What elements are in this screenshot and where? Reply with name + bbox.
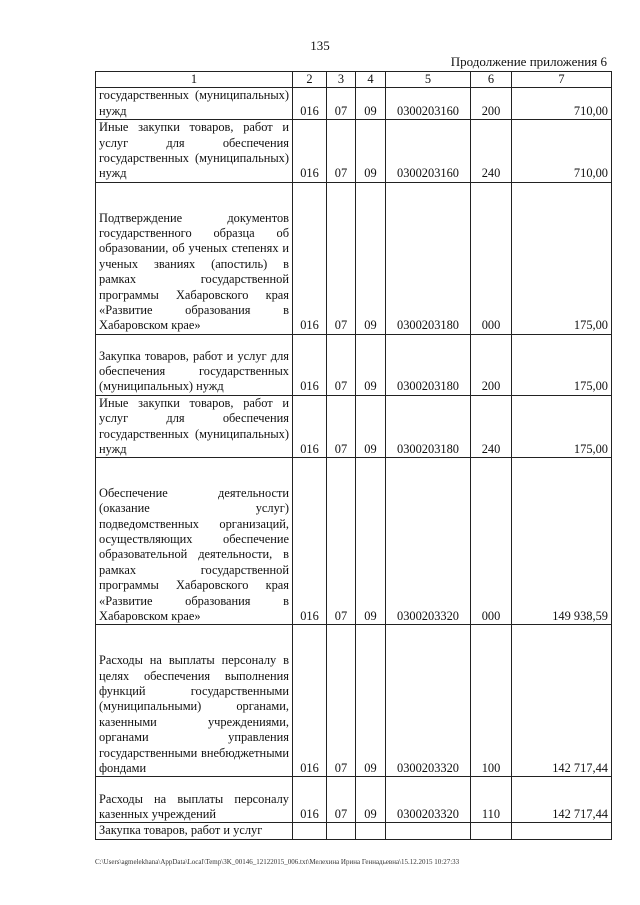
subsection-cell: 09 bbox=[356, 625, 386, 777]
budget-table bbox=[95, 71, 612, 840]
table-row bbox=[96, 777, 612, 823]
expense-type-cell: 110 bbox=[471, 777, 512, 823]
row-name-cell: Закупка товаров, работ и услуг для обеспечения государственных (муниципальных) нужд bbox=[96, 334, 293, 395]
subsection-cell: 09 bbox=[356, 777, 386, 823]
section-cell: 07 bbox=[327, 334, 356, 395]
table-row bbox=[96, 88, 612, 120]
expense-type-cell: 240 bbox=[471, 120, 512, 183]
section-cell bbox=[327, 823, 356, 839]
subsection-cell: 09 bbox=[356, 458, 386, 625]
table-row bbox=[96, 334, 612, 395]
code-cell: 016 bbox=[293, 625, 327, 777]
code-cell: 016 bbox=[293, 334, 327, 395]
table-row bbox=[96, 823, 612, 839]
section-cell: 07 bbox=[327, 120, 356, 183]
column-header: 6 bbox=[471, 72, 512, 88]
target-article-cell bbox=[386, 823, 471, 839]
section-cell: 07 bbox=[327, 182, 356, 334]
table-row bbox=[96, 625, 612, 777]
target-article-cell: 0300203160 bbox=[386, 88, 471, 120]
row-name-cell: Расходы на выплаты персоналу в целях обеспечения выполнения функций государственными (муниципальными) органами, казенными учреждениями, органами управления государственными внебюджетными фондами bbox=[96, 625, 293, 777]
column-header: 7 bbox=[512, 72, 612, 88]
subsection-cell: 09 bbox=[356, 88, 386, 120]
page-number: 135 bbox=[310, 38, 330, 53]
amount-cell: 175,00 bbox=[512, 334, 612, 395]
table-row bbox=[96, 120, 612, 183]
row-name-cell: Закупка товаров, работ и услуг bbox=[96, 823, 293, 839]
code-cell: 016 bbox=[293, 120, 327, 183]
code-cell: 016 bbox=[293, 458, 327, 625]
section-cell: 07 bbox=[327, 395, 356, 458]
table-row bbox=[96, 395, 612, 458]
amount-cell: 710,00 bbox=[512, 120, 612, 183]
table-row bbox=[96, 458, 612, 625]
section-cell: 07 bbox=[327, 625, 356, 777]
subsection-cell: 09 bbox=[356, 395, 386, 458]
code-cell bbox=[293, 823, 327, 839]
amount-cell: 175,00 bbox=[512, 182, 612, 334]
expense-type-cell: 200 bbox=[471, 334, 512, 395]
appendix-note: Продолжение приложения 6 bbox=[450, 54, 607, 69]
column-header: 4 bbox=[356, 72, 386, 88]
row-name-cell: Расходы на выплаты персоналу казенных учреждений bbox=[96, 777, 293, 823]
row-name-cell: Обеспечение деятельности (оказание услуг) подведомственных организаций, осуществляющих обеспечение образовательной деятельности, в рамках государственной программы Хабаровского края «Развитие образования в Хабаровском крае» bbox=[96, 458, 293, 625]
row-name-cell: Подтверждение документов государственного образца об образовании, об ученых степенях и ученых званиях (апостиль) в рамках государственной программы Хабаровского края «Развитие образования в Хабаровском крае» bbox=[96, 182, 293, 334]
target-article-cell: 0300203320 bbox=[386, 777, 471, 823]
expense-type-cell bbox=[471, 823, 512, 839]
amount-cell bbox=[512, 823, 612, 839]
expense-type-cell: 200 bbox=[471, 88, 512, 120]
section-cell: 07 bbox=[327, 777, 356, 823]
section-cell: 07 bbox=[327, 88, 356, 120]
row-name-cell: государственных (муниципальных) нужд bbox=[96, 88, 293, 120]
column-header: 2 bbox=[293, 72, 327, 88]
target-article-cell: 0300203180 bbox=[386, 395, 471, 458]
column-header: 3 bbox=[327, 72, 356, 88]
amount-cell: 149 938,59 bbox=[512, 458, 612, 625]
expense-type-cell: 100 bbox=[471, 625, 512, 777]
amount-cell: 142 717,44 bbox=[512, 777, 612, 823]
code-cell: 016 bbox=[293, 88, 327, 120]
code-cell: 016 bbox=[293, 182, 327, 334]
row-name-cell: Иные закупки товаров, работ и услуг для обеспечения государственных (муниципальных) нужд bbox=[96, 395, 293, 458]
code-cell: 016 bbox=[293, 395, 327, 458]
expense-type-cell: 000 bbox=[471, 182, 512, 334]
expense-type-cell: 240 bbox=[471, 395, 512, 458]
subsection-cell: 09 bbox=[356, 182, 386, 334]
target-article-cell: 0300203180 bbox=[386, 182, 471, 334]
subsection-cell bbox=[356, 823, 386, 839]
file-path-footer: C:\Users\agmelekhana\AppData\Local\Temp\3K_00146_12122015_006.txt\Мелехина Ирина Геннадьевна\15.12.2015 10:27:33 bbox=[95, 858, 460, 866]
target-article-cell: 0300203320 bbox=[386, 625, 471, 777]
amount-cell: 710,00 bbox=[512, 88, 612, 120]
column-header: 5 bbox=[386, 72, 471, 88]
row-name-cell: Иные закупки товаров, работ и услуг для обеспечения государственных (муниципальных) нужд bbox=[96, 120, 293, 183]
subsection-cell: 09 bbox=[356, 334, 386, 395]
code-cell: 016 bbox=[293, 777, 327, 823]
column-header: 1 bbox=[96, 72, 293, 88]
amount-cell: 142 717,44 bbox=[512, 625, 612, 777]
target-article-cell: 0300203160 bbox=[386, 120, 471, 183]
section-cell: 07 bbox=[327, 458, 356, 625]
subsection-cell: 09 bbox=[356, 120, 386, 183]
table-row bbox=[96, 182, 612, 334]
target-article-cell: 0300203180 bbox=[386, 334, 471, 395]
table-header-row bbox=[96, 72, 612, 88]
expense-type-cell: 000 bbox=[471, 458, 512, 625]
target-article-cell: 0300203320 bbox=[386, 458, 471, 625]
amount-cell: 175,00 bbox=[512, 395, 612, 458]
